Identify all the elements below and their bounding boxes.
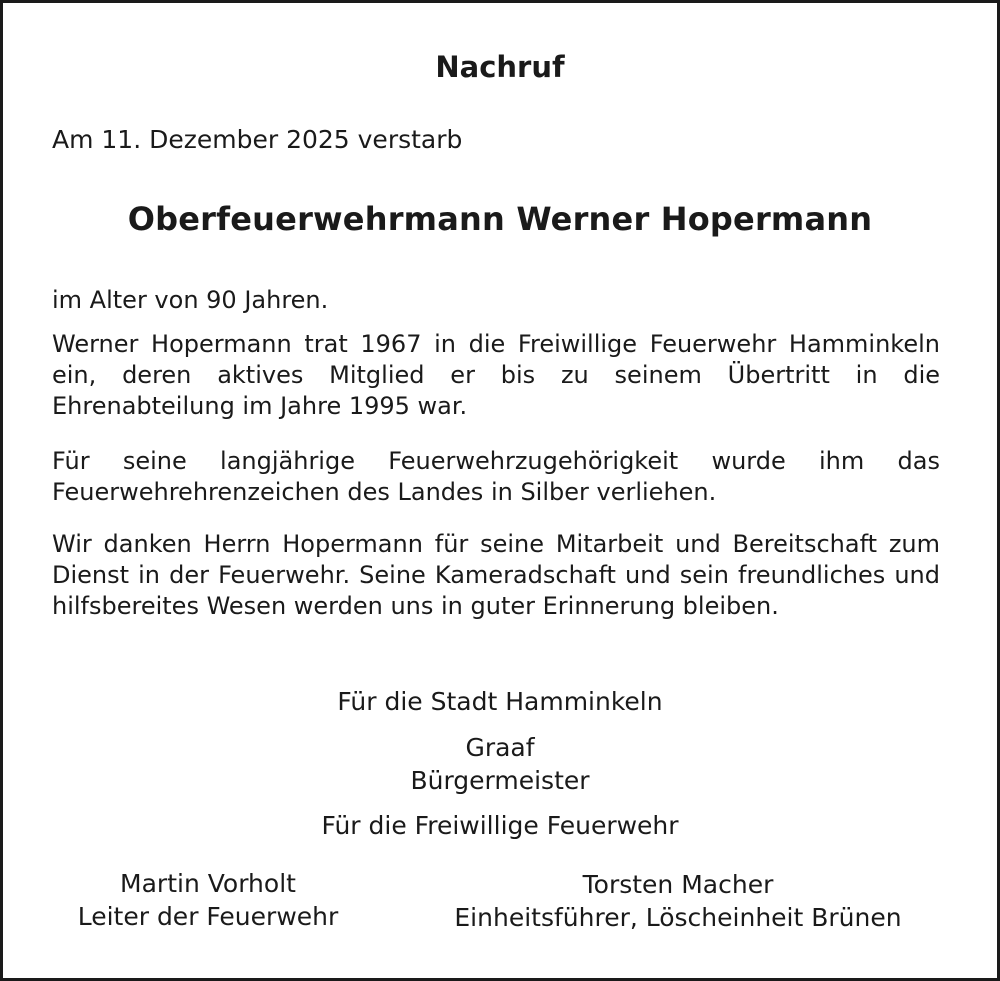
- age-line: im Alter von 90 Jahren.: [52, 286, 329, 314]
- city-line: Für die Stadt Hamminkeln: [337, 687, 663, 716]
- mayor-name: Graaf: [465, 733, 535, 762]
- signer-right-title: Einheitsführer, Löscheinheit Brünen: [454, 903, 902, 932]
- signer-right: [413, 868, 943, 934]
- signer-left-name: Martin Vorholt: [120, 869, 296, 898]
- fire-dept-line: Für die Freiwillige Feuerwehr: [321, 811, 679, 840]
- paragraph-honor: Für seine langjährige Feuerwehrzugehörigkeit wurde ihm das Feuerwehrehrenzeichen des Landes in Silber verliehen.: [52, 447, 940, 506]
- signer-right-name: Torsten Macher: [582, 870, 774, 899]
- deceased-name: Oberfeuerwehrmann Werner Hopermann: [127, 200, 873, 238]
- paragraph-thanks: Wir danken Herrn Hopermann für seine Mitarbeit und Bereitschaft zum Dienst in der Feuerwehr. Seine Kameradschaft und sein freundliches und hilfsbereites Wesen werden uns in guter Erinnerung bleiben.: [52, 530, 940, 620]
- intro-line: Am 11. Dezember 2025 verstarb: [52, 125, 463, 154]
- notice-heading: Nachruf: [435, 50, 565, 84]
- mayor-title: Bürgermeister: [410, 766, 590, 795]
- signer-left: [43, 867, 373, 933]
- signer-left-title: Leiter der Feuerwehr: [77, 902, 339, 931]
- paragraph-membership: Werner Hopermann trat 1967 in die Freiwillige Feuerwehr Hamminkeln ein, deren aktives Mitglied er bis zu seinem Übertritt in die Ehrenabteilung im Jahre 1995 war.: [52, 330, 940, 420]
